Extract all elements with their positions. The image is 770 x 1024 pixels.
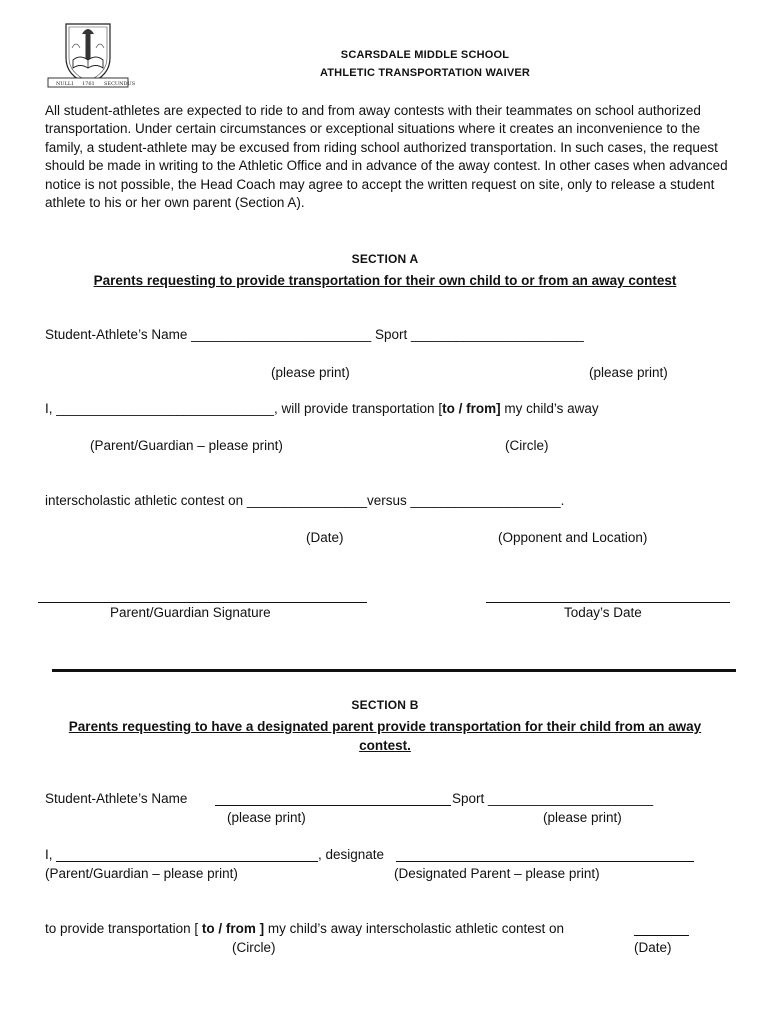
todays-date-line[interactable]: [486, 602, 730, 603]
to-from-circle-option[interactable]: to / from]: [442, 401, 501, 416]
section-a-transport-line[interactable]: I, _____________________________, will provide transportation [to / from] my child’s away: [45, 401, 599, 416]
section-b-transport-line[interactable]: to provide transportation [ to / from ] my child’s away interscholastic athletic contest on: [45, 921, 564, 936]
svg-text:NULLI: NULLI: [56, 81, 74, 87]
section-a-date-hint: (Date): [306, 530, 344, 545]
form-title-school: [300, 49, 550, 61]
section-b-designated-hint: (Designated Parent – please print): [394, 866, 600, 881]
section-a-opponent-hint: (Opponent and Location): [498, 530, 648, 545]
section-a-name-print-hint: (please print): [271, 365, 350, 380]
section-a-parent-hint: (Parent/Guardian – please print): [90, 438, 283, 453]
school-name: SCARSDALE MIDDLE SCHOOL: [340, 49, 510, 61]
signature-label: Parent/Guardian Signature: [110, 605, 271, 620]
section-a-contest-line[interactable]: interscholastic athletic contest on ________________versus ____________________.: [45, 493, 565, 508]
section-b-name-label: Student-Athlete’s Name: [45, 791, 188, 806]
svg-text:SECUNDUS: SECUNDUS: [104, 81, 136, 87]
section-b-parent-line[interactable]: [56, 861, 318, 862]
section-b-designated-line[interactable]: [396, 861, 694, 862]
section-a-circle-hint: (Circle): [505, 438, 549, 453]
to-from-circle-option-b[interactable]: to / from ]: [201, 921, 265, 936]
section-b-i-label: I,: [45, 847, 53, 862]
section-b-name-line[interactable]: [215, 805, 451, 806]
section-a-subheading: Parents requesting to provide transportation for their own child to or from an away contest: [93, 273, 677, 288]
section-b-heading: SECTION B: [351, 698, 419, 712]
section-b-date-hint: (Date): [634, 940, 672, 955]
section-a-heading: SECTION A: [351, 252, 419, 266]
section-b-circle-hint: (Circle): [232, 940, 276, 955]
section-b-date-line[interactable]: [634, 935, 689, 936]
section-divider: [52, 669, 736, 672]
signature-line[interactable]: [38, 602, 367, 603]
intro-paragraph: All student-athletes are expected to ride to and from away contests with their teammates on school authorized transportation. Under certain circumstances or exceptional situations where it creates an inconvenience to the family, a student-athlete may be excused from riding school authorized transportation. In such cases, the request should be made in writing to the Athletic Office and in advance of the away contest. In other cases when advanced notice is not possible, the Head Coach may agree to accept the written request on site, only to release a student athlete to his or her own parent (Section A).: [45, 103, 728, 211]
section-a-name-sport-line[interactable]: Student-Athlete’s Name ________________________ Sport _______________________: [45, 327, 584, 342]
svg-text:1761: 1761: [82, 81, 95, 87]
section-b-subheading: Parents requesting to have a designated parent provide transportation for their child from an away contest.: [68, 719, 702, 753]
todays-date-label: Today’s Date: [564, 605, 642, 620]
section-b-sport-print-hint: (please print): [543, 810, 622, 825]
section-b-sport-line[interactable]: Sport ______________________: [452, 791, 654, 806]
school-crest-icon: [46, 20, 136, 90]
waiver-title: ATHLETIC TRANSPORTATION WAIVER: [319, 67, 531, 79]
section-b-name-print-hint: (please print): [227, 810, 306, 825]
section-b-designate-label: , designate: [318, 847, 385, 862]
section-a-sport-print-hint: (please print): [589, 365, 668, 380]
section-b-parent-hint: (Parent/Guardian – please print): [45, 866, 238, 881]
form-title-waiver: [300, 67, 550, 79]
